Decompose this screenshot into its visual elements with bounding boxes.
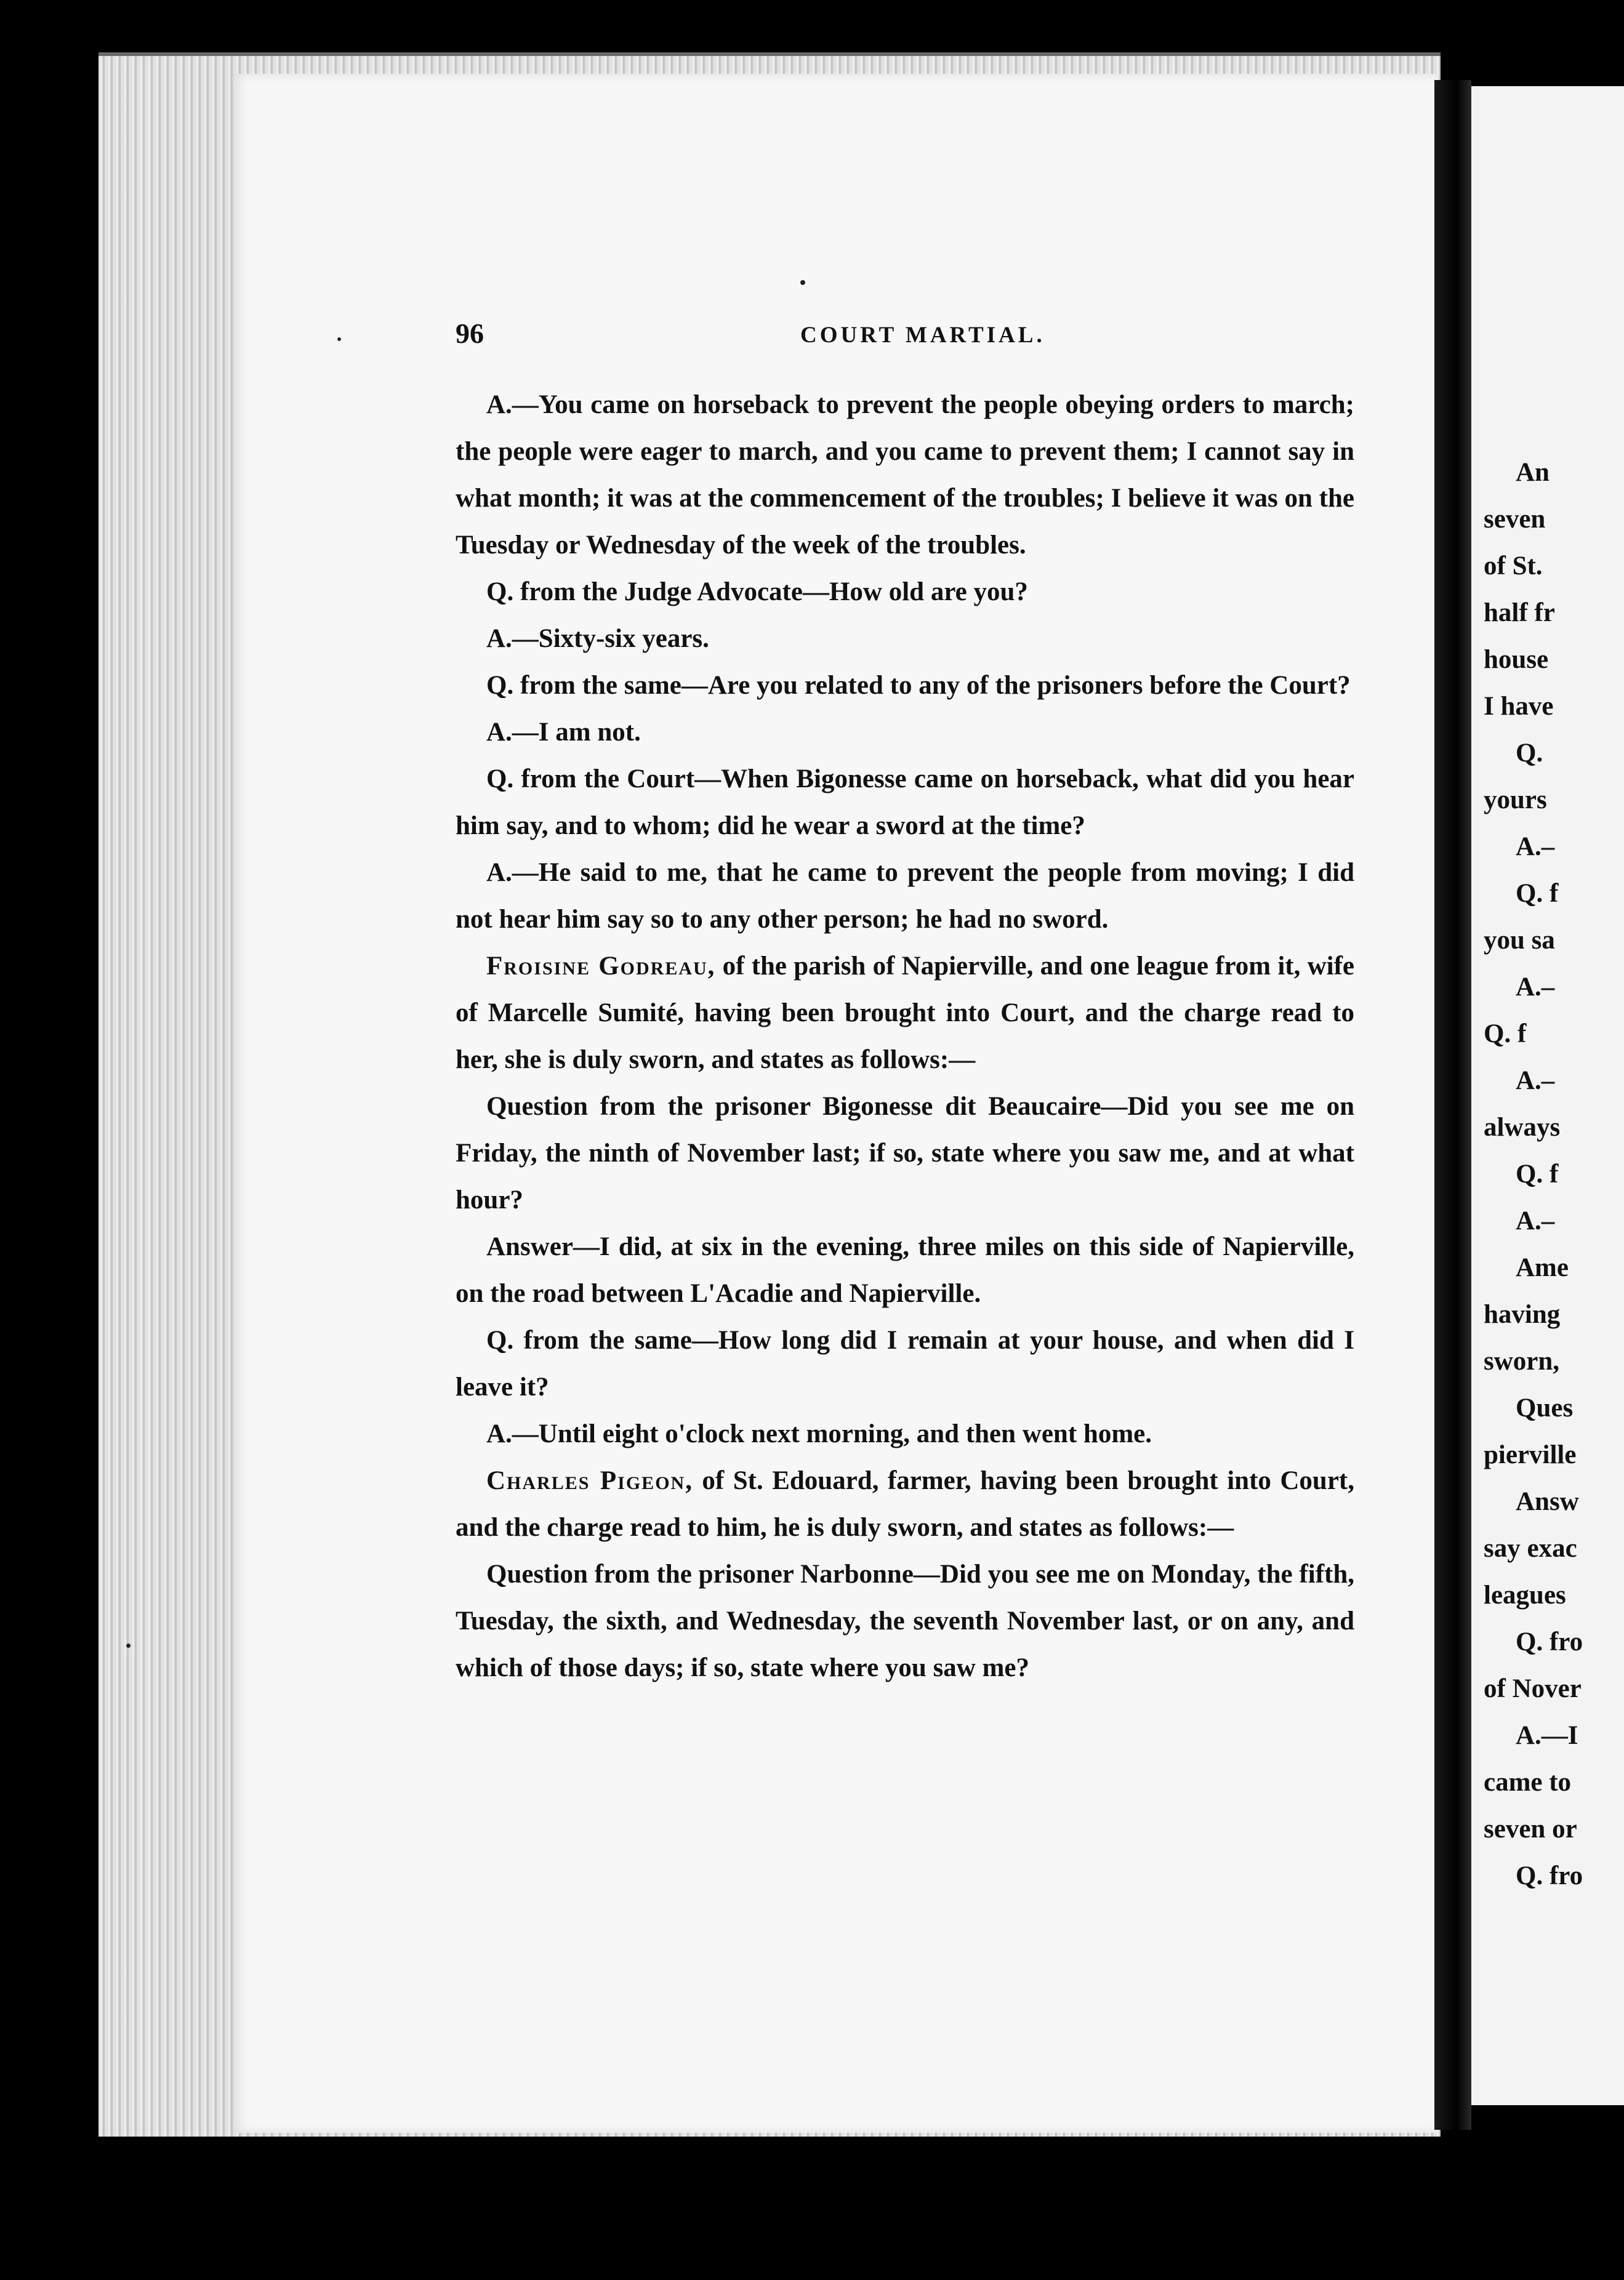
right-page-line: A.—I (1516, 1721, 1578, 1750)
paragraph-text: Q. from the Court—When Bigonesse came on horseback, what did you hear him say, and to whom; did he wear a sword at the time? (456, 765, 1354, 840)
paragraph-text: Answer—I did, at six in the evening, three miles on this side of Napierville, on the road between L'Acadie and Napierville. (456, 1232, 1354, 1308)
right-page-line: A.– (1516, 973, 1555, 1002)
ink-speck (337, 337, 341, 341)
right-page-line: Ques (1516, 1394, 1574, 1423)
paragraph-text: A.—Until eight o'clock next morning, and then went home. (486, 1419, 1152, 1448)
right-page-line: Q. fro (1516, 1628, 1583, 1656)
paragraph-text: Q. from the same—Are you related to any of the prisoners before the Court? (486, 671, 1351, 700)
witness-name: Froisine Godreau, (486, 952, 716, 981)
right-page-line: of St. (1484, 552, 1543, 580)
page-body (456, 382, 1354, 1890)
right-page-line: A.– (1516, 832, 1555, 861)
paragraph-text: A.—You came on horseback to prevent the people obeying orders to march; the people were eager to march, and you came to prevent them; I cannot say in what month; it was at the commencement of the troubles; I believe it was on the Tuesday or Wednesday of the week of the troubles. (456, 390, 1354, 560)
right-page-line: half fr (1484, 598, 1555, 627)
right-page-line: Q. f (1516, 879, 1559, 908)
right-page-line: you sa (1484, 926, 1555, 955)
page-header (456, 317, 1354, 360)
right-page-line: say exac (1484, 1534, 1577, 1563)
paragraph (456, 382, 1354, 569)
right-page-line: pierville (1484, 1440, 1577, 1469)
right-page-line: Q. f (1516, 1160, 1559, 1189)
right-page-line: Q. fro (1516, 1861, 1583, 1890)
right-page-line: seven or (1484, 1815, 1577, 1844)
paragraph (456, 709, 1354, 756)
ink-speck (126, 1644, 131, 1648)
paragraph (456, 943, 1354, 1083)
right-page-line: seven (1484, 505, 1546, 534)
book-gutter (1434, 80, 1471, 2130)
paragraph (456, 1411, 1354, 1458)
right-page-line: I have (1484, 692, 1554, 721)
paragraph-text: Question from the prisoner Narbonne—Did you see me on Monday, the fifth, Tuesday, the sixth, and Wednesday, the seventh November last, or on any, and which of those days; if so, state where you saw me? (456, 1560, 1354, 1682)
paragraph (456, 662, 1354, 709)
paragraph (456, 569, 1354, 616)
right-page-line: always (1484, 1113, 1561, 1142)
paragraph (456, 756, 1354, 849)
right-page-line: of Nover (1484, 1674, 1582, 1703)
right-page-line: having (1484, 1300, 1561, 1329)
paragraph (456, 1458, 1354, 1551)
paragraph-text: A.—Sixty-six years. (486, 624, 709, 653)
ink-speck (800, 280, 805, 285)
paragraph-text: of the parish of Napierville, and one league from it, wife of Marcelle Sumité, having been brought into Court, and the charge read to her, she is duly sworn, and states as follows:— (456, 952, 1354, 1074)
paragraph (456, 849, 1354, 943)
right-page-line: Answ (1516, 1487, 1579, 1516)
paragraph (456, 1551, 1354, 1692)
paragraph (456, 616, 1354, 662)
right-page-line: An (1516, 458, 1550, 487)
right-page-line: Q. f (1484, 1019, 1527, 1048)
right-page (1471, 86, 1624, 2105)
paragraph-text: A.—I am not. (486, 718, 641, 747)
witness-name: Charles Pigeon, (486, 1466, 693, 1495)
right-page-text (1484, 449, 1624, 1900)
right-page-line: Ame (1516, 1253, 1569, 1282)
page-number: 96 (456, 318, 484, 349)
paragraph (456, 1083, 1354, 1224)
paragraph-text: Question from the prisoner Bigonesse dit Beaucaire—Did you see me on Friday, the ninth of November last; if so, state where you saw me, and at what hour? (456, 1092, 1354, 1214)
paragraph-text: Q. from the Judge Advocate—How old are you? (486, 577, 1028, 606)
right-page-line: sworn, (1484, 1347, 1560, 1376)
right-page-line: came to (1484, 1768, 1572, 1797)
right-page-line: A.– (1516, 1066, 1555, 1095)
paragraph-text: A.—He said to me, that he came to prevent the people from moving; I did not hear him say so to any other person; he had no sword. (456, 858, 1354, 934)
running-head: COURT MARTIAL. (800, 323, 1045, 348)
paragraph (456, 1224, 1354, 1317)
paragraph-text: Q. from the same—How long did I remain at your house, and when did I leave it? (456, 1326, 1354, 1402)
right-page-line: house (1484, 645, 1549, 674)
right-page-line: yours (1484, 785, 1547, 814)
right-page-line: Q. (1516, 739, 1543, 768)
right-page-line: leagues (1484, 1581, 1566, 1610)
right-page-line: A.– (1516, 1206, 1555, 1235)
paragraph (456, 1317, 1354, 1411)
paragraph-text: of St. Edouard, farmer, having been brought into Court, and the charge read to him, he is duly sworn, and states as follows:— (456, 1466, 1354, 1542)
